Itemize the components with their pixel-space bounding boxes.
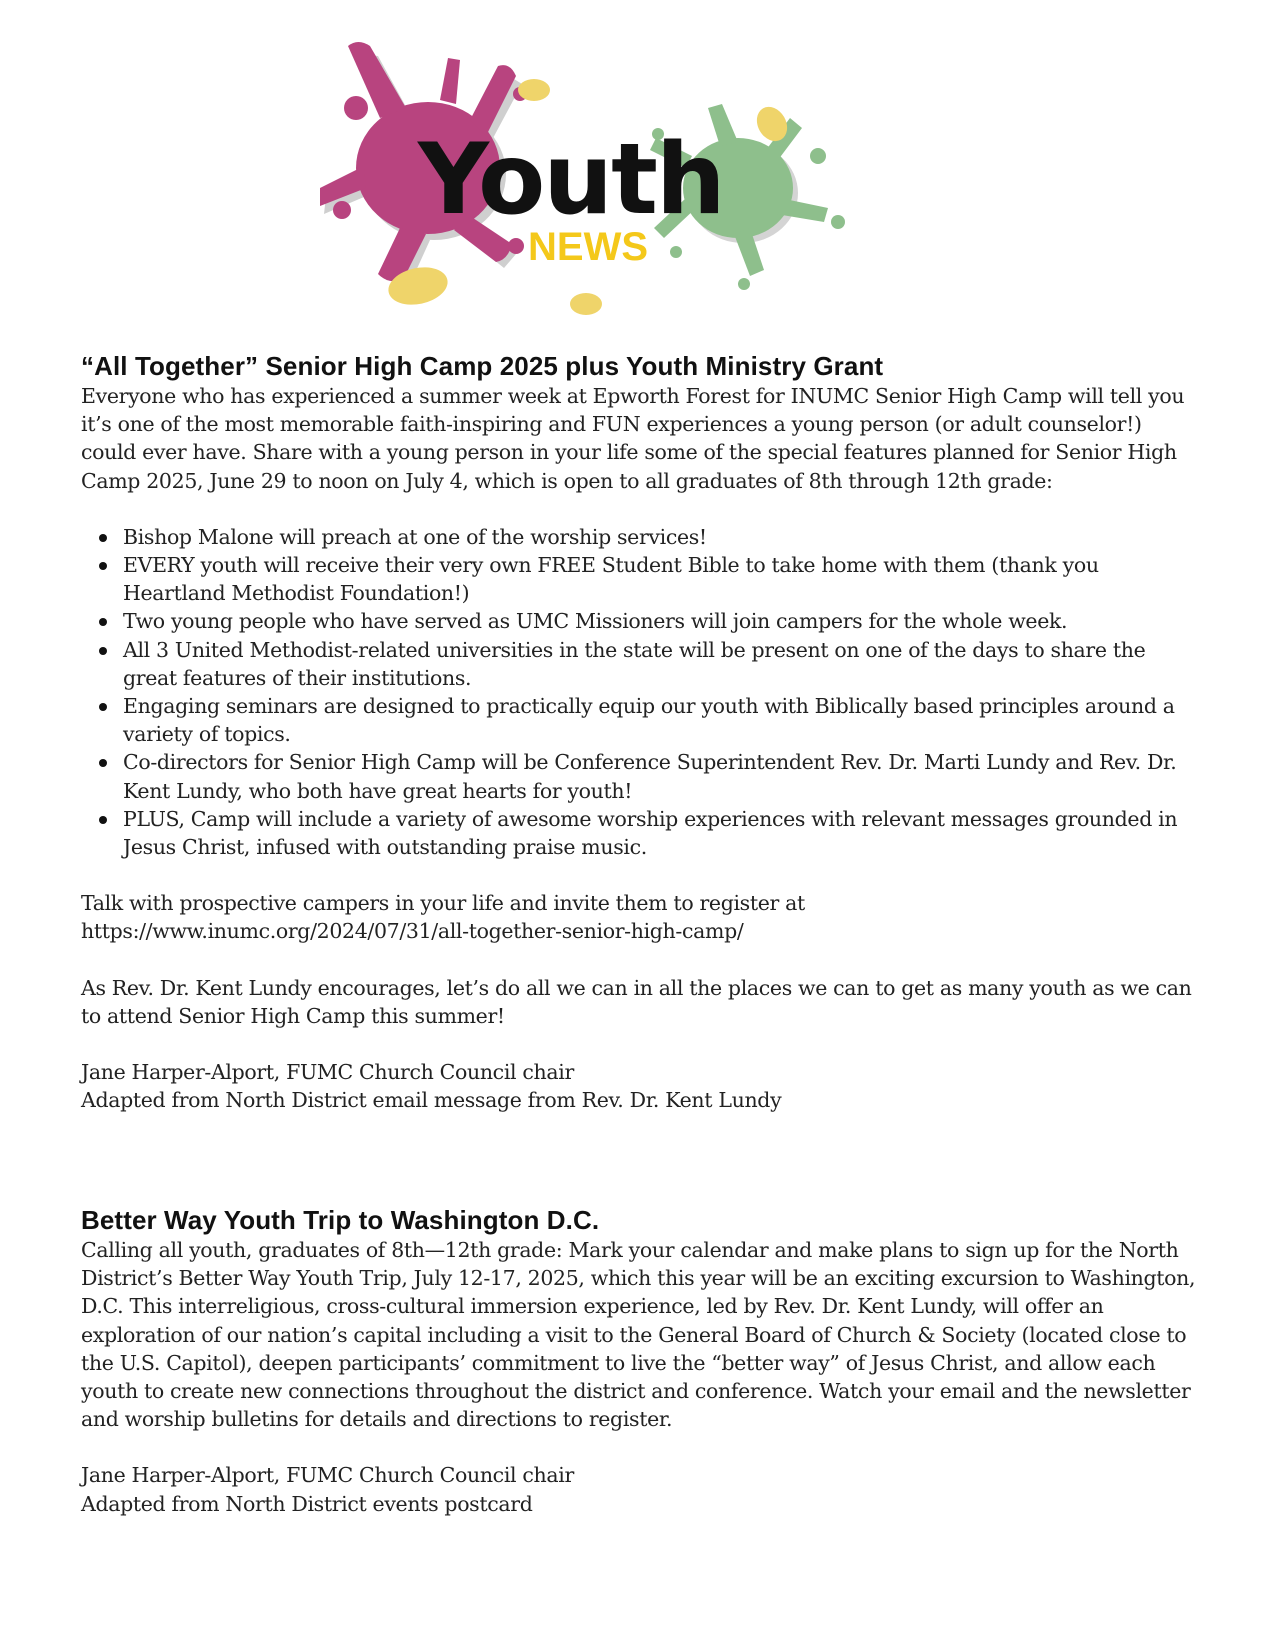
article-trip-source: Adapted from North District events postcard	[81, 1491, 533, 1516]
camp-features-list	[81, 523, 1196, 861]
list-item: Bishop Malone will preach at one of the worship services!	[123, 523, 1196, 551]
article-camp-title: “All Together” Senior High Camp 2025 plus Youth Ministry Grant	[81, 351, 884, 381]
register-url: https://www.inumc.org/2024/07/31/all-together-senior-high-camp/	[81, 919, 744, 944]
spacer	[81, 861, 1196, 889]
spacer	[81, 495, 1196, 523]
list-item: Co-directors for Senior High Camp will be Conference Superintendent Rev. Dr. Marti Lundy and Rev. Dr. Kent Lundy, who both have great hearts for youth!	[123, 748, 1196, 804]
article-trip-title: Better Way Youth Trip to Washington D.C.	[81, 1205, 600, 1235]
list-item: Two young people who have served as UMC Missioners will join campers for the whole week.	[123, 607, 1196, 635]
list-item: Engaging seminars are designed to practically equip our youth with Biblically based principles around a variety of topics.	[123, 692, 1196, 748]
spacer	[81, 1030, 1196, 1058]
logo-graphic	[320, 38, 900, 338]
article-trip	[81, 1204, 1196, 1518]
article-camp	[81, 350, 1196, 1114]
article-camp-intro: Everyone who has experienced a summer week at Epworth Forest for INUMC Senior High Camp will tell you it’s one of the most memorable faith-inspiring and FUN experiences a young person (or adult counselor!) could ever have. Share with a young person in your life some of the special features planned for Senior High Camp 2025, June 29 to noon on July 4, which is open to all graduates of 8th through 12th grade:	[81, 384, 1185, 493]
article-trip-signature: Jane Harper-Alport, FUMC Church Council chair	[81, 1463, 574, 1488]
logo-sub: NEWS	[528, 225, 648, 269]
encourage-text: As Rev. Dr. Kent Lundy encourages, let’s do all we can in all the places we can to get as many youth as we can to attend Senior High Camp this summer!	[81, 975, 1192, 1028]
logo-word: Youth	[418, 123, 724, 237]
article-camp-source: Adapted from North District email message from Rev. Dr. Kent Lundy	[81, 1088, 782, 1113]
list-item: EVERY youth will receive their very own FREE Student Bible to take home with them (thank you Heartland Methodist Foundation!)	[123, 551, 1196, 607]
youth-news-logo	[320, 38, 900, 338]
register-text: Talk with prospective campers in your life and invite them to register at	[81, 891, 805, 916]
spacer	[81, 1433, 1196, 1461]
article-trip-body: Calling all youth, graduates of 8th—12th grade: Mark your calendar and make plans to sign up for the North District’s Better Way Youth Trip, July 12-17, 2025, which this year will be an exciting excursion to Washington, D.C. This interreligious, cross-cultural immersion experience, led by Rev. Dr. Kent Lundy, will offer an exploration of our nation’s capital including a visit to the General Board of Church & Society (located close to the U.S. Capitol), deepen participants’ commitment to live the “better way” of Jesus Christ, and allow each youth to create new connections throughout the district and conference. Watch your email and the newsletter and worship bulletins for details and directions to register.	[81, 1238, 1196, 1432]
spacer	[81, 946, 1196, 974]
list-item: All 3 United Methodist-related universities in the state will be present on one of the days to share the great features of their institutions.	[123, 636, 1196, 692]
article-camp-signature: Jane Harper-Alport, FUMC Church Council chair	[81, 1060, 574, 1085]
list-item: PLUS, Camp will include a variety of awesome worship experiences with relevant messages grounded in Jesus Christ, infused with outstanding praise music.	[123, 805, 1196, 861]
